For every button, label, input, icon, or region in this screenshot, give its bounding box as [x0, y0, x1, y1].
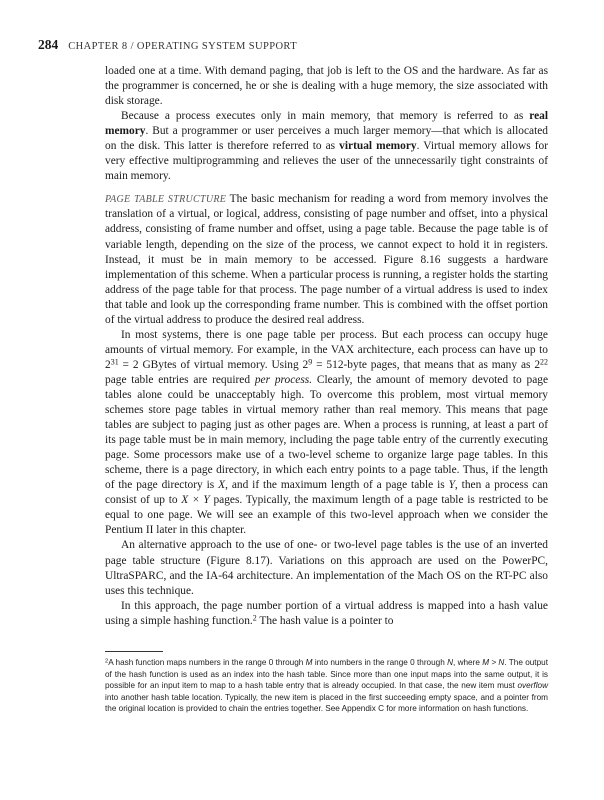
paragraph-page-table-structure: PAGE TABLE STRUCTURE The basic mechanism for reading a word from memory involves the translation of a virtual, or logical, address, consisting of page number and offset, into a physical address, consisting of frame number and offset, using a page table. Because the page table is of variable length, depending on the size of the process, we cannot expect to hold it in registers. Instead, it must be in main memory to be accessed. Figure 8.16 suggests a hardware implementation of this scheme. When a particular process is running, a register holds the starting address of the page table for that process. The page number of a virtual address is used to index that table and look up the corresponding frame number. This is combined with the offset portion of the virtual address to produce the desired real address.	[105, 193, 549, 326]
body-text	[105, 64, 548, 629]
footnote-rule	[105, 651, 163, 652]
emphasis-overflow: overflow	[517, 681, 548, 691]
paragraph-inverted-page-table: An alternative approach to the use of one- or two-level page tables is the use of an inverted page table structure (Figure 8.17). Variations on this approach are used on the PowerPC, UltraSPARC, and the IA-64 architecture. An implementation of the Mach OS on the RT-PC also uses this technique.	[105, 539, 548, 597]
term-virtual-memory: virtual memory	[339, 140, 417, 153]
paragraph-real-virtual-memory: Because a process executes only in main memory, that memory is referred to as real memory. But a programmer or user perceives a much larger memory—that which is allocated on the disk. This latter is therefore referred to as virtual memory. Virtual memory allows for very effective multiprogramming and relieves the user of the unnecessarily tight constraints of main memory.	[105, 110, 548, 183]
running-title: CHAPTER 8 / OPERATING SYSTEM SUPPORT	[68, 41, 298, 52]
paragraph-hash-approach: In this approach, the page number portion of a virtual address is mapped into a hash value using a simple hashing function.$^2$ The hash value is a pointer to	[105, 599, 548, 627]
page-header	[38, 36, 578, 54]
footnote-reference: 2	[252, 613, 257, 623]
term-real-memory: real memory	[105, 110, 548, 138]
paragraph-demand-paging: loaded one at a time. With demand paging, that job is left to the OS and the hardware. As far as the programmer is concerned, he or she is dealing with a huge memory, the size associated with disk storage.	[105, 65, 548, 108]
emphasis-per-process: per process.	[254, 373, 313, 386]
footnote-marker: 2	[105, 658, 109, 665]
page-number: 284	[38, 37, 59, 52]
footnote-text: $^2$A hash function maps numbers in the range 0 through M into numbers in the range 0 through N, where M > N. The output of the hash function is used as an index into the hash table. Since more than one input maps into the same output, it is possible for an input item to map to a hash table entry that is already occupied. In that case, the new item must overflow into another hash table location. Typically, the new item is placed in the first succeeding empty space, and a pointer from the original location is provided to chain the entries together. See Appendix C for more information on hash functions.	[105, 658, 548, 714]
section-gap	[105, 184, 548, 192]
footnote	[105, 657, 548, 715]
paragraph-page-table-per-process: In most systems, there is one page table per process. But each process can occupy huge amounts of virtual memory. For example, in the VAX architecture, each process can have up to $2^{31} = 2$ GBytes of virtual memory. Using $2^9$ = 512-byte pages, that means that as many as $2^{22}$ page table entries are required per process. Clearly, the amount of memory devoted to page tables alone could be unacceptably high. To overcome this problem, most virtual memory schemes store page tables in virtual memory rather than real memory. This means that page tables are subject to paging just as other pages are. When a process is running, at least a part of its page table must be in main memory, including the page table entry of the currently executing page. Some processors make use of a two-level scheme to organize large page tables. In this scheme, there is a page directory, in which each entry points to a page table. Thus, if the length of the page directory is X, and if the maximum length of a page table is Y, then a process can consist of up to X × Y pages. Typically, the maximum length of a page table is restricted to be equal to one page. We will see an example of this two-level approach when we consider the Pentium II later in this chapter.	[105, 328, 549, 537]
section-heading-page-table-structure: PAGE TABLE STRUCTURE	[105, 194, 227, 206]
